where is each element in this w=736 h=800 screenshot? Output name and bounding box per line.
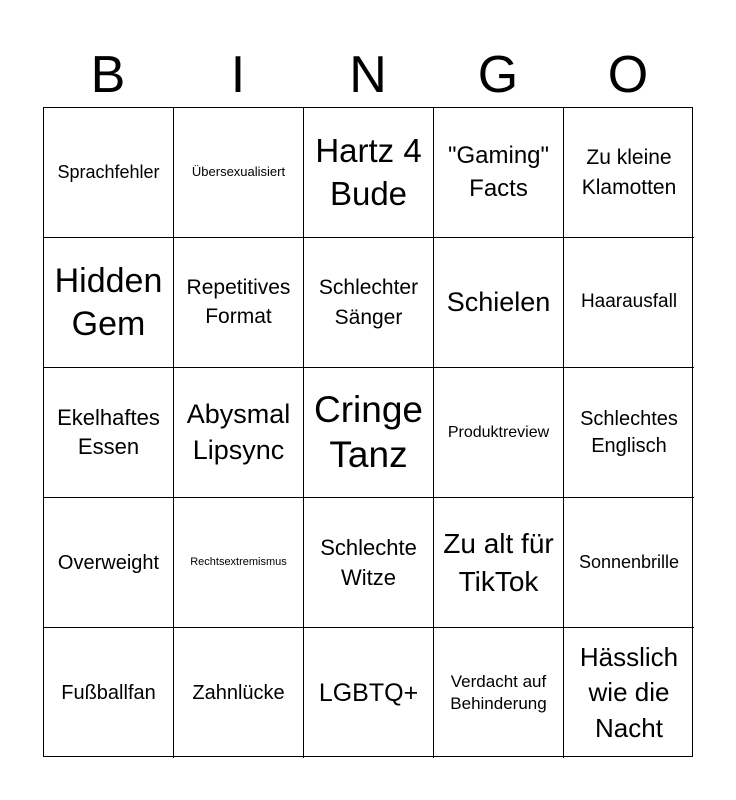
- cell-label: Ekelhaftes Essen: [57, 404, 160, 459]
- header-letter-i: I: [230, 46, 246, 104]
- header-letter-o: O: [607, 46, 649, 104]
- cell-label: Schielen: [446, 286, 551, 317]
- header-letter-g: G: [477, 46, 519, 104]
- cell-label: Übersexualisiert: [191, 164, 286, 180]
- bingo-cell[interactable]: [44, 628, 174, 758]
- cell-label: Schlechtes Englisch: [580, 407, 678, 457]
- cell-label: Hartz 4 Bude: [315, 131, 422, 212]
- bingo-cell[interactable]: [564, 498, 694, 628]
- bingo-cell[interactable]: [434, 368, 564, 498]
- cell-label: Zu alt für TikTok: [443, 527, 554, 597]
- bingo-cell[interactable]: [44, 498, 174, 628]
- cell-label: Zu kleine Klamotten: [581, 146, 677, 199]
- bingo-cell[interactable]: [44, 368, 174, 498]
- header-letter-b: B: [90, 46, 126, 104]
- cell-label: Verdacht auf Behinderung: [450, 671, 547, 713]
- cell-label: Haarausfall: [580, 291, 678, 313]
- cell-label: Produktreview: [447, 423, 550, 441]
- cell-label: Repetitives Format: [186, 276, 291, 328]
- bingo-cell[interactable]: [44, 238, 174, 368]
- cell-label: Sprachfehler: [57, 161, 160, 182]
- bingo-cell[interactable]: [564, 368, 694, 498]
- bingo-cell[interactable]: [304, 238, 434, 368]
- cell-label: LGBTQ+: [318, 678, 419, 707]
- cell-label: Sonnenbrille: [578, 551, 680, 572]
- bingo-cell[interactable]: [174, 108, 304, 238]
- bingo-cell[interactable]: [434, 238, 564, 368]
- bingo-cell[interactable]: [564, 108, 694, 238]
- cell-label: Hidden Gem: [54, 262, 163, 343]
- bingo-cell[interactable]: [434, 628, 564, 758]
- cell-label: Schlechte Witze: [320, 534, 417, 590]
- bingo-header: [43, 42, 693, 108]
- cell-label: Rechtsextremismus: [190, 556, 287, 569]
- bingo-cell[interactable]: [174, 368, 304, 498]
- bingo-cell[interactable]: [44, 108, 174, 238]
- bingo-cell[interactable]: [434, 498, 564, 628]
- bingo-cell[interactable]: [564, 628, 694, 758]
- bingo-cell[interactable]: [304, 498, 434, 628]
- bingo-cell[interactable]: [304, 368, 434, 498]
- cell-label: Cringe Tanz: [314, 389, 423, 475]
- cell-label: Zahnlücke: [192, 682, 285, 704]
- cell-label: Schlechter Sänger: [318, 276, 419, 329]
- bingo-cell[interactable]: [174, 498, 304, 628]
- bingo-cell[interactable]: [434, 108, 564, 238]
- header-letter-n: N: [349, 46, 387, 104]
- bingo-cell[interactable]: [304, 628, 434, 758]
- bingo-cell[interactable]: [174, 238, 304, 368]
- cell-label: Abysmal Lipsync: [186, 399, 291, 465]
- cell-label: "Gaming" Facts: [447, 142, 550, 202]
- cell-label: Fußballfan: [61, 682, 156, 704]
- bingo-cell[interactable]: [304, 108, 434, 238]
- bingo-cell[interactable]: [174, 628, 304, 758]
- bingo-cell[interactable]: [564, 238, 694, 368]
- cell-label: Hässlich wie die Nacht: [579, 642, 679, 743]
- cell-label: Overweight: [57, 551, 160, 574]
- bingo-card: [43, 107, 693, 757]
